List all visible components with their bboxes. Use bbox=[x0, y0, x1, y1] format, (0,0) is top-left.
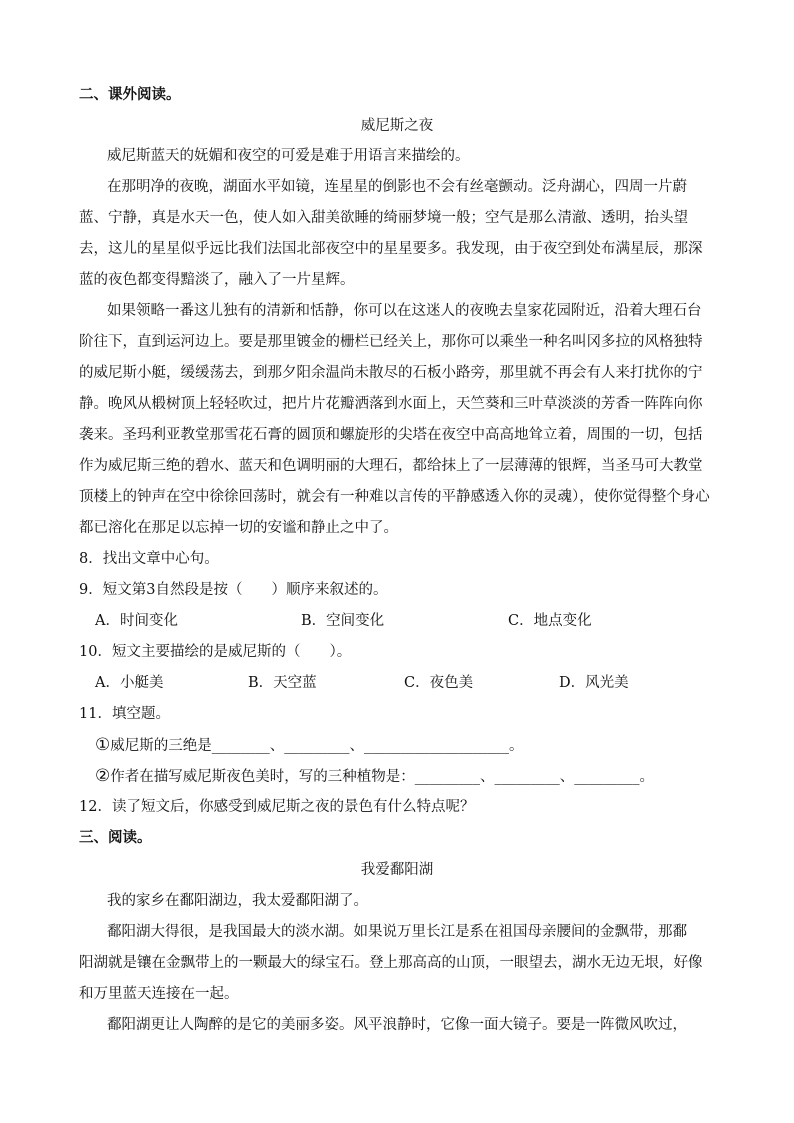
question-9: 9．短文第3自然段是按（ ）顺序来叙述的。 bbox=[79, 582, 388, 598]
question-10-option-c: C．夜色美 bbox=[404, 675, 474, 691]
passage-title-poyang-lake: 我爱鄱阳湖 bbox=[360, 862, 434, 878]
question-9-option-a: A．时间变化 bbox=[95, 613, 178, 629]
question-10: 10．短文主要描绘的是威尼斯的（ ）。 bbox=[79, 644, 352, 660]
passage1-line-2: 在那明净的夜晚，湖面水平如镜，连星星的倒影也不会有丝毫颤动。泛舟湖心，四周一片蔚 bbox=[107, 179, 687, 195]
passage1-line-12: 顶楼上的钟声在空中徐徐回荡时，就会有一种难以言传的平静感透入你的灵魂），使你觉得整个身心 bbox=[79, 489, 710, 505]
circled-number-1: ① bbox=[95, 735, 111, 755]
passage2-line-3: 阳湖就是镶在金飘带上的一颗最大的绿宝石。登上那高高的山顶，一眼望去，湖水无边无垠，好像 bbox=[79, 955, 703, 971]
question-12: 12．读了短文后，你感受到威尼斯之夜的景色有什么特点呢？ bbox=[79, 799, 475, 815]
passage-title-venice-night: 威尼斯之夜 bbox=[360, 118, 434, 134]
passage1-line-6: 如果领略一番这儿独有的清新和恬静，你可以在这迷人的夜晚去皇家花园附近，沿着大理石台 bbox=[107, 303, 702, 319]
question-11-part-2-text: 作者在描写威尼斯夜色美时，写的三种植物是：_________、_________、_________。 bbox=[110, 769, 654, 785]
question-11-part-1 bbox=[95, 735, 715, 756]
passage2-line-2: 鄱阳湖大得很，是我国最大的淡水湖。如果说万里长江是系在祖国母亲腰间的金飘带，那鄱 bbox=[107, 924, 687, 940]
question-9-option-c: C．地点变化 bbox=[508, 613, 592, 629]
passage2-line-4: 和万里蓝天连接在一起。 bbox=[79, 986, 239, 1002]
question-9-option-b: B．空间变化 bbox=[301, 613, 385, 629]
passage1-line-11: 作为威尼斯三绝的碧水、蓝天和色调明丽的大理石，都给抹上了一层薄薄的银辉，当圣马可大教堂 bbox=[79, 458, 703, 474]
section-heading-extracurricular-reading: 二、课外阅读。 bbox=[79, 86, 181, 103]
question-11-part-1-text: 威尼斯的三绝是________、_________、____________________。 bbox=[110, 738, 524, 754]
question-10-option-a: A．小艇美 bbox=[95, 675, 164, 691]
passage1-line-7: 阶往下，直到运河边上。要是那里镀金的栅栏已经关上，那你可以乘坐一种名叫冈多拉的风格独特 bbox=[79, 334, 703, 350]
question-10-option-d: D．风光美 bbox=[559, 675, 629, 691]
passage1-line-1: 威尼斯蓝天的妩媚和夜空的可爱是难于用语言来描绘的。 bbox=[107, 148, 470, 164]
passage1-line-4: 去，这儿的星星似乎远比我们法国北部夜空中的星星要多。我发现，由于夜空到处布满星辰，那深 bbox=[79, 241, 703, 257]
question-10-option-b: B．天空蓝 bbox=[248, 675, 317, 691]
passage1-line-5: 蓝的夜色都变得黯淡了，融入了一片星辉。 bbox=[79, 272, 355, 288]
passage2-line-1: 我的家乡在鄱阳湖边，我太爱鄱阳湖了。 bbox=[107, 893, 368, 909]
passage1-line-3: 蓝、宁静，真是水天一色，使人如入甜美欲睡的绮丽梦境一般；空气是那么清澈、透明，抬头望 bbox=[79, 210, 688, 226]
passage1-line-13: 都已溶化在那足以忘掉一切的安谧和静止之中了。 bbox=[79, 520, 398, 536]
passage1-line-9: 静。晚风从椴树顶上轻轻吹过，把片片花瓣洒落到水面上，天竺葵和三叶草淡淡的芳香一阵阵向你 bbox=[79, 396, 703, 412]
question-8: 8．找出文章中心句。 bbox=[79, 551, 219, 567]
passage2-line-5: 鄱阳湖更让人陶醉的是它的美丽多姿。风平浪静时，它像一面大镜子。要是一阵微风吹过， bbox=[107, 1017, 687, 1033]
question-11-part-2 bbox=[95, 766, 715, 787]
passage1-line-8: 的威尼斯小艇，缓缓荡去，到那夕阳余温尚未散尽的石板小路旁，那里就不再会有人来打扰你的宁 bbox=[79, 365, 703, 381]
passage1-line-10: 袭来。圣玛利亚教堂那雪花石膏的圆顶和螺旋形的尖塔在夜空中高高地耸立着，周围的一切，包括 bbox=[79, 427, 703, 443]
circled-number-2: ② bbox=[95, 766, 111, 786]
question-11: 11．填空题。 bbox=[79, 706, 170, 722]
section-heading-reading: 三、阅读。 bbox=[79, 829, 152, 846]
